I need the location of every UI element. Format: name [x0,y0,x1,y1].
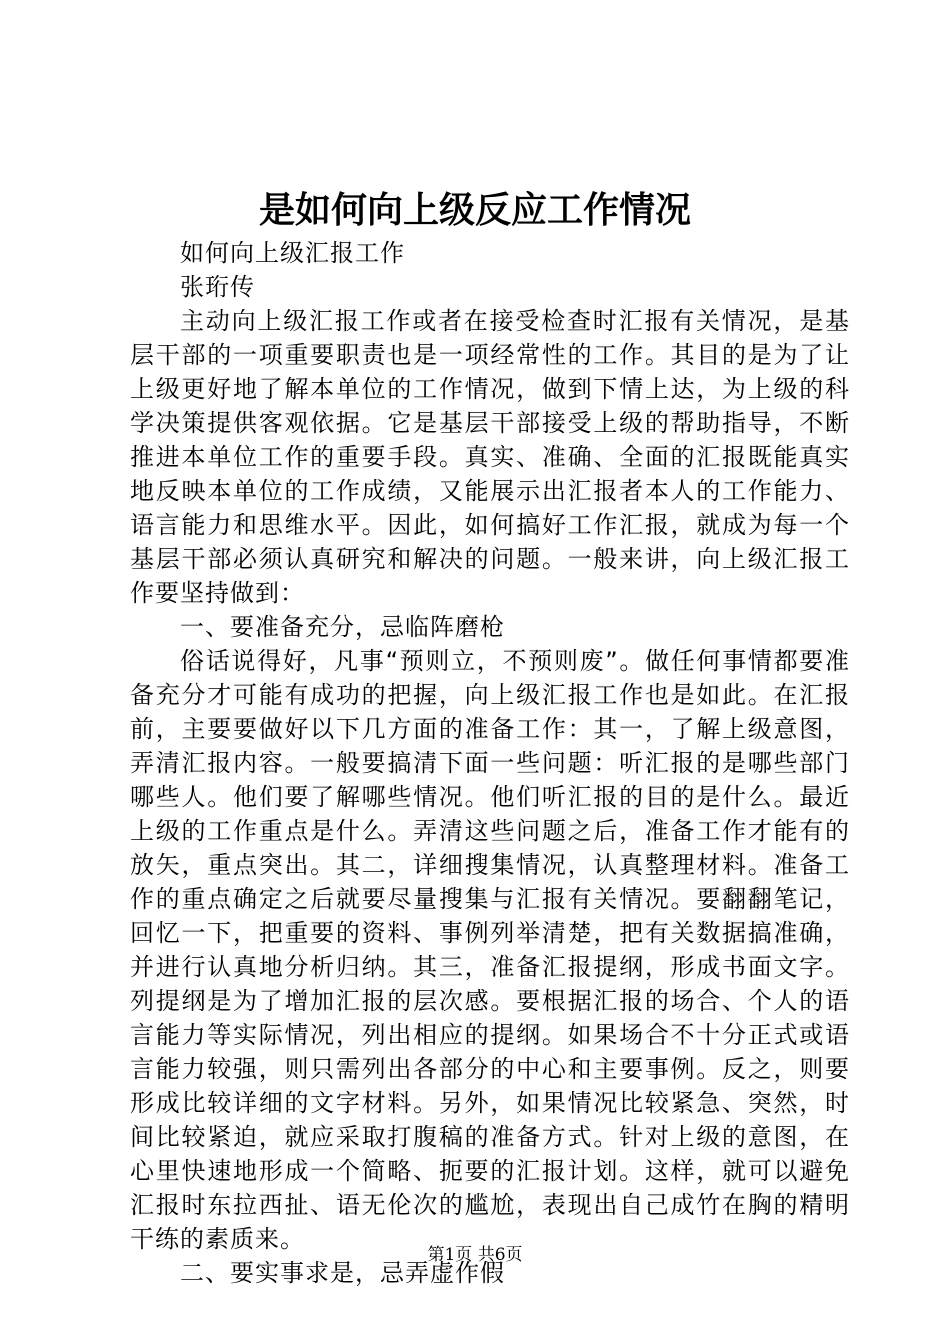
subtitle: 如何向上级汇报工作 [180,239,405,267]
section-heading-1: 一、要准备充分，忌临阵磨枪 [180,613,505,641]
author: 张珩传 [180,273,255,301]
paragraph-section-1: 俗话说得好，凡事“预则立，不预则废”。做任何事情都要准备充分才可能有成功的把握，向上级汇报工作也是如此。在汇报前，主要要做好以下几方面的准备工作：其一，了解上级意图，弄清汇报内容。一般要搞清下面一些问题：听汇报的是哪些部门哪些人。他们要了解哪些情况。他们听汇报的目的是什么。最近上级的工作重点是什么。弄清这些问题之后，准备工作才能有的放矢，重点突出。其二，详细搜集情况，认真整理材料。准备工作的重点确定之后就要尽量搜集与汇报有关情况。要翻翻笔记，回忆一下，把重要的资料、事例列举清楚，把有关数据搞准确，并进行认真地分析归纳。其三，准备汇报提纲，形成书面文字。列提纲是为了增加汇报的层次感。要根据汇报的场合、个人的语言能力等实际情况，列出相应的提纲。如果场合不十分正式或语言能力较强，则只需列出各部分的中心和主要事例。反之，则要形成比较详细的文字材料。另外，如果情况比较紧急、突然，时间比较紧迫，就应采取打腹稿的准备方式。针对上级的意图，在心里快速地形成一个简略、扼要的汇报计划。这样，就可以避免汇报时东拉西扯、语无伦次的尴尬，表现出自己成竹在胸的精明干练的素质来。 [130,647,850,1253]
document-body [130,236,850,1290]
section-heading-2: 二、要实事求是，忌弄虚作假 [180,1259,505,1287]
paragraph-intro: 主动向上级汇报工作或者在接受检查时汇报有关情况，是基层干部的一项重要职责也是一项经常性的工作。其目的是为了让上级更好地了解本单位的工作情况，做到下情上达，为上级的科学决策提供客观依据。它是基层干部接受上级的帮助指导，不断推进本单位工作的重要手段。真实、准确、全面的汇报既能真实地反映本单位的工作成绩，又能展示出汇报者本人的工作能力、语言能力和思维水平。因此，如何搞好工作汇报，就成为每一个基层干部必须认真研究和解决的问题。一般来讲，向上级汇报工作要坚持做到： [130,307,850,607]
document-title: 是如何向上级反应工作情况 [258,189,691,231]
page-footer: 第1页 共6页 [427,1245,523,1265]
